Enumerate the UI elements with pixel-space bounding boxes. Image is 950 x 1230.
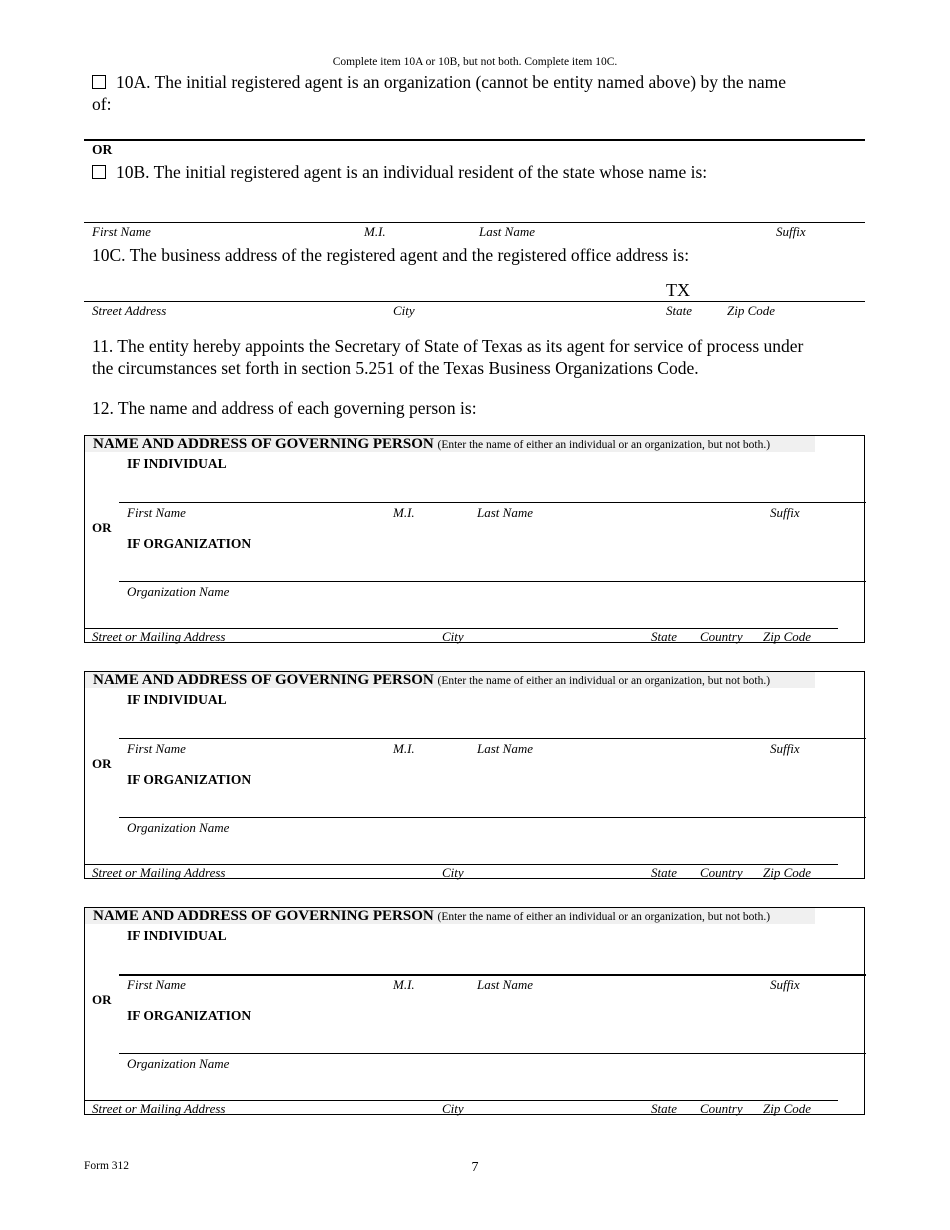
street-mailing-label: Street or Mailing Address (92, 865, 226, 880)
state-label: State (651, 629, 677, 644)
organization-name-label: Organization Name (127, 584, 230, 599)
organization-name-line[interactable] (119, 1053, 866, 1054)
last-name-label: Last Name (477, 741, 533, 756)
country-label: Country (700, 629, 743, 644)
organization-name-line[interactable] (119, 817, 866, 818)
city-label: City (393, 303, 415, 318)
country-label: Country (700, 1101, 743, 1116)
item-10a (92, 71, 862, 93)
suffix-label: Suffix (770, 741, 800, 756)
individual-name-line[interactable] (119, 974, 866, 976)
governing-person-block-2 (84, 671, 865, 879)
agent-first-name-label: First Name (92, 224, 151, 239)
item-10a-text-cont: of: (92, 94, 112, 114)
organization-name-label: Organization Name (127, 820, 230, 835)
item-10c-text: 10C. The business address of the registered agent and the registered office address is: (92, 245, 690, 265)
agent-suffix-label: Suffix (776, 224, 806, 239)
state-label: State (666, 303, 692, 318)
block-title: NAME AND ADDRESS OF GOVERNING PERSON (Enter the name of either an individual or an organization, but not both.) (93, 672, 771, 688)
first-name-label: First Name (127, 977, 186, 992)
suffix-label: Suffix (770, 977, 800, 992)
city-label: City (442, 1101, 464, 1116)
if-individual-label: IF INDIVIDUAL (127, 692, 227, 707)
zip-code-label: Zip Code (763, 1101, 812, 1116)
or-label: OR (92, 992, 112, 1007)
street-address-label: Street Address (92, 303, 167, 318)
street-mailing-label: Street or Mailing Address (92, 629, 226, 644)
mi-label: M.I. (393, 741, 415, 756)
mi-label: M.I. (393, 505, 415, 520)
or-label: OR (92, 756, 112, 771)
city-label: City (442, 865, 464, 880)
or-label: OR (92, 142, 113, 157)
if-organization-label: IF ORGANIZATION (127, 1008, 252, 1023)
item-11-line2: the circumstances set forth in section 5.251 of the Texas Business Organizations Code. (92, 358, 699, 378)
item-10a-checkbox[interactable] (92, 75, 106, 89)
item-10b (92, 161, 707, 183)
state-label: State (651, 865, 677, 880)
country-label: Country (700, 865, 743, 880)
item-10a-text: 10A. The initial registered agent is an organization (cannot be entity named above) by the name (116, 72, 786, 92)
first-name-label: First Name (127, 741, 186, 756)
governing-person-block-1 (84, 435, 865, 643)
mi-label: M.I. (393, 977, 415, 992)
state-label: State (651, 1101, 677, 1116)
agent-last-name-label: Last Name (479, 224, 535, 239)
item-10b-text: 10B. The initial registered agent is an individual resident of the state whose name is: (116, 162, 708, 182)
agent-mi-label: M.I. (364, 224, 386, 239)
last-name-label: Last Name (477, 505, 533, 520)
individual-name-line[interactable] (119, 502, 866, 503)
agent-name-line[interactable] (84, 222, 865, 223)
zip-code-label: Zip Code (727, 303, 776, 318)
state-value: TX (666, 280, 690, 300)
if-individual-label: IF INDIVIDUAL (127, 456, 227, 471)
if-organization-label: IF ORGANIZATION (127, 536, 252, 551)
or-label: OR (92, 520, 112, 535)
item-11-line1: 11. The entity hereby appoints the Secretary of State of Texas as its agent for service of process under (92, 336, 804, 356)
if-organization-label: IF ORGANIZATION (127, 772, 252, 787)
item-10b-checkbox[interactable] (92, 165, 106, 179)
block-title: NAME AND ADDRESS OF GOVERNING PERSON (Enter the name of either an individual or an organization, but not both.) (93, 436, 771, 452)
instruction-note: Complete item 10A or 10B, but not both. Complete item 10C. (332, 56, 618, 68)
first-name-label: First Name (127, 505, 186, 520)
zip-code-label: Zip Code (763, 629, 812, 644)
organization-name-line[interactable] (119, 581, 866, 582)
governing-person-block-3 (84, 907, 865, 1115)
if-individual-label: IF INDIVIDUAL (127, 928, 227, 943)
form-number: Form 312 (84, 1160, 130, 1172)
last-name-label: Last Name (477, 977, 533, 992)
suffix-label: Suffix (770, 505, 800, 520)
city-label: City (442, 629, 464, 644)
street-mailing-label: Street or Mailing Address (92, 1101, 226, 1116)
item-12-text: 12. The name and address of each governing person is: (92, 398, 477, 418)
block-title: NAME AND ADDRESS OF GOVERNING PERSON (Enter the name of either an individual or an organization, but not both.) (93, 908, 771, 924)
page-number: 7 (471, 1160, 479, 1175)
zip-code-label: Zip Code (763, 865, 812, 880)
individual-name-line[interactable] (119, 738, 866, 739)
item-10a-name-line[interactable] (84, 139, 865, 141)
organization-name-label: Organization Name (127, 1056, 230, 1071)
address-line[interactable] (84, 301, 865, 302)
